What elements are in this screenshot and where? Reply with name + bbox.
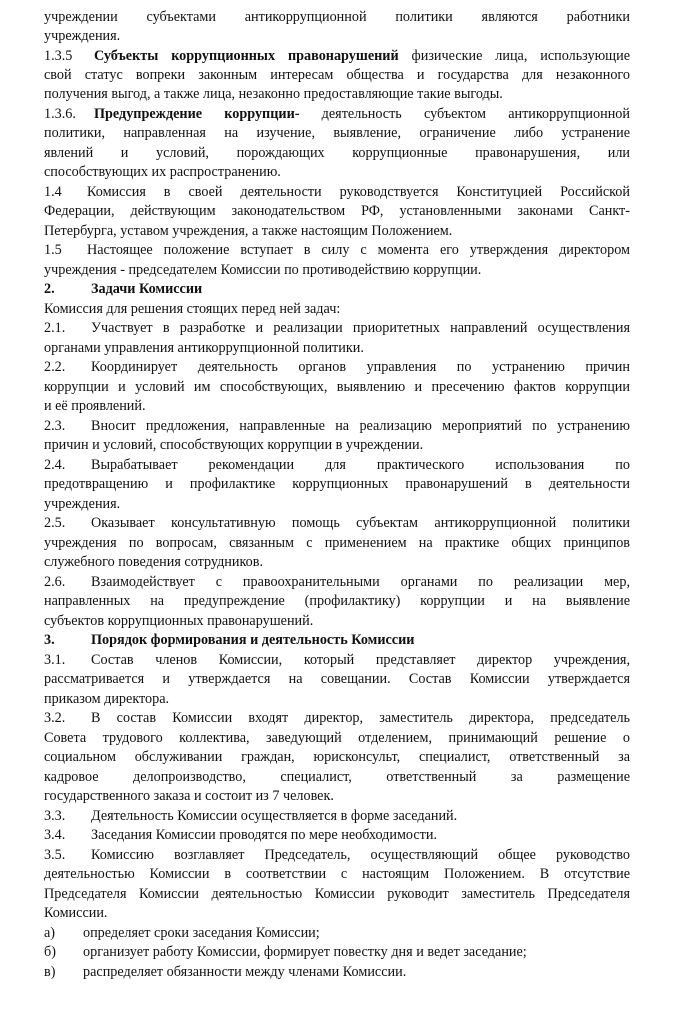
clause-text: Вносит предложения, направленные на реализацию мероприятий по устранению: [91, 418, 630, 434]
term-heading: Субъекты коррупционных правонарушений: [94, 48, 399, 64]
text-line: свой статус вопреки законным интересам общества и государства для незаконного: [44, 67, 630, 83]
text-line: Комиссия для решения стоящих перед ней задач:: [44, 301, 341, 317]
clause-number: 2.6.: [44, 574, 66, 590]
clause-number: 1.3.6.: [44, 106, 76, 122]
clause-number: 3.4.: [44, 827, 66, 843]
clause-number: 2.1.: [44, 320, 66, 336]
text-line: служебного поведения сотрудников.: [44, 554, 263, 570]
clause-text: физические лица, использующие: [411, 48, 630, 64]
list-item-a: [44, 924, 630, 943]
text-line: направленных на предупреждение (профилактику) коррупции и на выявление: [44, 593, 630, 609]
clause-2-5: [44, 514, 630, 533]
text-line: причин и условий, способствующих коррупции в учреждении.: [44, 437, 424, 453]
clause-1-3-5: [44, 47, 630, 66]
section-number: 2.: [44, 281, 55, 297]
list-marker: б): [44, 944, 56, 960]
clause-number: 3.1.: [44, 652, 66, 668]
clause-number: 1.4: [44, 184, 62, 200]
list-item-text: организует работу Комиссии, формирует повестку дня и ведет заседание;: [83, 944, 527, 960]
clause-3-4: [44, 826, 630, 845]
text-line: учреждения.: [44, 28, 121, 44]
text-line: кадровое делопроизводство, специалист, ответственный за размещение: [44, 769, 630, 785]
text-line: социальном обслуживании граждан, юрисконсульт, специалист, ответственный за: [44, 749, 630, 765]
clause-text: Координирует деятельность органов управления по устранению причин: [91, 359, 630, 375]
list-item-text: определяет сроки заседания Комиссии;: [83, 925, 320, 941]
list-item-text: распределяет обязанности между членами Комиссии.: [83, 964, 407, 980]
text-line: государственного заказа и состоит из 7 человек.: [44, 788, 334, 804]
clause-1-4: [44, 183, 630, 202]
clause-3-1: [44, 651, 630, 670]
clause-text: Заседания Комиссии проводятся по мере необходимости.: [91, 827, 438, 843]
list-item-b: [44, 943, 630, 962]
clause-number: 3.2.: [44, 710, 66, 726]
clause-2-2: [44, 358, 630, 377]
text-line: Комиссии.: [44, 905, 108, 921]
clause-number: 2.2.: [44, 359, 66, 375]
clause-3-2: [44, 709, 630, 728]
list-marker: в): [44, 964, 56, 980]
text-line: и её проявлений.: [44, 398, 146, 414]
text-line: учреждении субъектами антикоррупционной политики являются работники: [44, 9, 630, 25]
clause-number: 1.3.5: [44, 48, 73, 64]
term-heading: Предупреждение коррупции-: [94, 106, 300, 122]
text-line: получения выгод, а также лица, незаконно предоставляющие такие выгоды.: [44, 86, 503, 102]
list-item-c: [44, 963, 630, 982]
text-line: учреждения по вопросам, связанным с применением на практике общих принципов: [44, 535, 630, 551]
clause-1-3-6: [44, 105, 630, 124]
clause-text: В состав Комиссии входят директор, заместитель директора, председатель: [91, 710, 630, 726]
clause-2-4: [44, 456, 630, 475]
clause-number: 2.4.: [44, 457, 66, 473]
section-title: Порядок формирования и деятельность Комиссии: [91, 632, 415, 648]
clause-number: 1.5: [44, 242, 62, 258]
clause-text: Вырабатывает рекомендации для практического использования по: [91, 457, 630, 473]
text-line: явлений и условий, порождающих коррупционные правонарушения, или: [44, 145, 630, 161]
section-number: 3.: [44, 632, 55, 648]
clause-number: 2.5.: [44, 515, 66, 531]
clause-3-5: [44, 846, 630, 865]
clause-number: 3.3.: [44, 808, 66, 824]
text-line: субъектов коррупционных правонарушений.: [44, 613, 314, 629]
text-line: учреждения - председателем Комиссии по противодействию коррупции.: [44, 262, 482, 278]
list-marker: а): [44, 925, 56, 941]
clause-number: 3.5.: [44, 847, 66, 863]
text-line: учреждения.: [44, 496, 121, 512]
clause-text: Настоящее положение вступает в силу с момента его утверждения директором: [87, 242, 630, 258]
clause-2-6: [44, 573, 630, 592]
text-line: Федерации, действующим законодательством РФ, установленными законами Санкт-: [44, 203, 630, 219]
text-line: приказом директора.: [44, 691, 170, 707]
clause-text: Участвует в разработке и реализации приоритетных направлений осуществления: [91, 320, 630, 336]
text-line: политики, направленная на изучение, выявление, ограничение либо устранение: [44, 125, 630, 141]
clause-2-1: [44, 319, 630, 338]
text-line: Председателя Комиссии деятельностью Комиссии руководит заместитель Председателя: [44, 886, 630, 902]
text-line: Совета трудового коллектива, заведующий отделением, принимающий решение о: [44, 730, 630, 746]
clause-text: Состав членов Комиссии, который представляет директор учреждения,: [91, 652, 630, 668]
clause-text: Деятельность Комиссии осуществляется в форме заседаний.: [91, 808, 458, 824]
text-line: Петербурга, уставом учреждения, а также настоящим Положением.: [44, 223, 453, 239]
text-line: коррупции и условий им способствующих, выявлению и пресечению фактов коррупции: [44, 379, 630, 395]
text-line: предотвращению и профилактике коррупционных правонарушений в деятельности: [44, 476, 630, 492]
text-line: органами управления антикоррупционной политики.: [44, 340, 364, 356]
clause-text: Взаимодействует с правоохранительными органами по реализации мер,: [91, 574, 630, 590]
section-heading-2: [44, 280, 630, 299]
text-line: рассматривается и утверждается на совещании. Состав Комиссии утверждается: [44, 671, 630, 687]
clause-number: 2.3.: [44, 418, 66, 434]
section-heading-3: [44, 631, 630, 650]
clause-2-3: [44, 417, 630, 436]
section-title: Задачи Комиссии: [91, 281, 203, 297]
clause-text: Комиссия в своей деятельности руководствуется Конституцией Российской: [87, 184, 630, 200]
clause-text: Оказывает консультативную помощь субъектам антикоррупционной политики: [91, 515, 630, 531]
text-line: способствующих их распространению.: [44, 164, 281, 180]
clause-3-3: [44, 807, 630, 826]
text-line: деятельностью Комиссии в соответствии с настоящим Положением. В отсутствие: [44, 866, 630, 882]
clause-text: деятельность субъектом антикоррупционной: [321, 106, 630, 122]
clause-1-5: [44, 241, 630, 260]
clause-text: Комиссию возглавляет Председатель, осуществляющий общее руководство: [91, 847, 630, 863]
